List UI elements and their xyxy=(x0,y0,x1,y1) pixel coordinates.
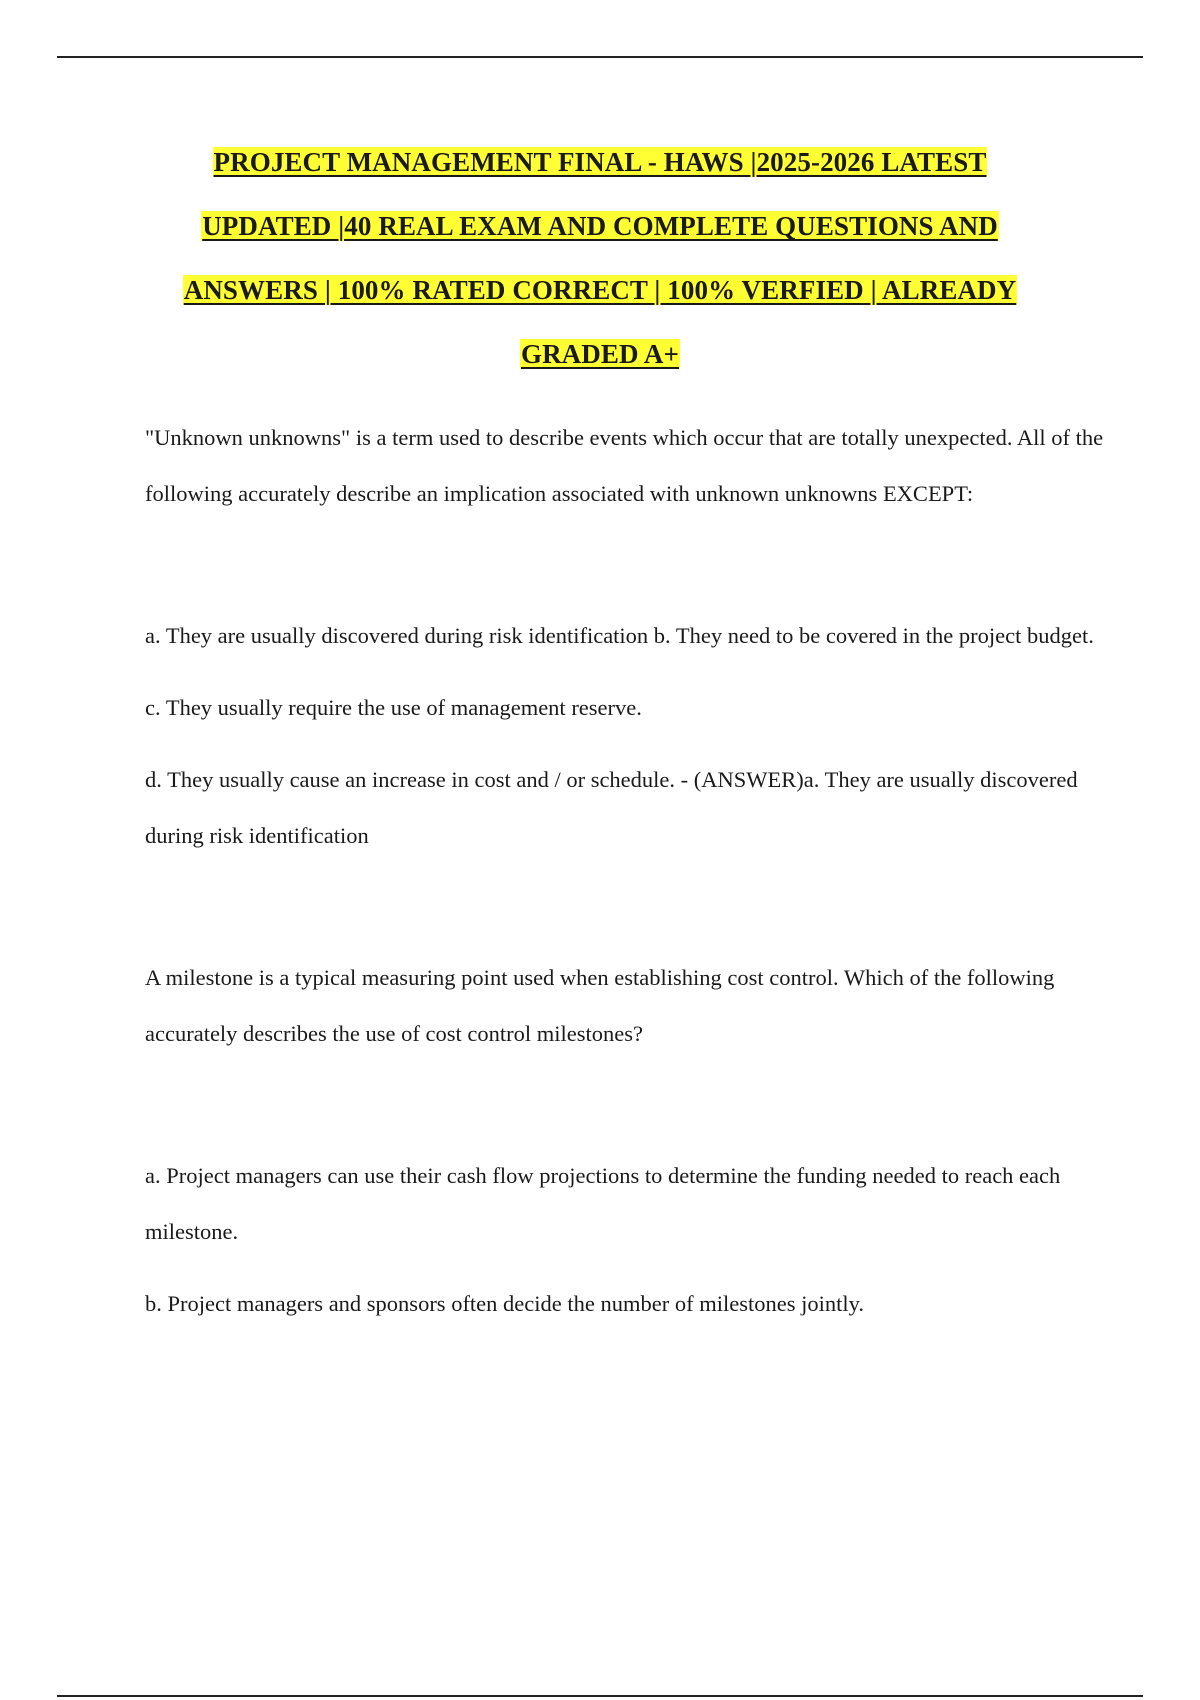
question-1-option-c: c. They usually require the use of management reserve. xyxy=(145,695,642,720)
document-body xyxy=(145,410,1105,1332)
title-text-1: PROJECT MANAGEMENT FINAL - HAWS |2025-2026 LATEST xyxy=(213,147,987,177)
title-text-2: UPDATED |40 REAL EXAM AND COMPLETE QUESTIONS AND xyxy=(202,211,998,241)
title-line-3 xyxy=(100,268,1100,332)
title-text-3: ANSWERS | 100% RATED CORRECT | 100% VERFIED | ALREADY xyxy=(183,275,1017,305)
question-1-option-d-answer: d. They usually cause an increase in cost and / or schedule. - (ANSWER)a. They are usually discovered during risk identification xyxy=(145,767,1078,848)
question-2-text: A milestone is a typical measuring point used when establishing cost control. Which of the following accurately describes the use of cost control milestones? xyxy=(145,965,1055,1046)
title-line-4 xyxy=(100,332,1100,396)
spacer xyxy=(145,522,1105,608)
question-2-option-b: b. Project managers and sponsors often decide the number of milestones jointly. xyxy=(145,1291,865,1316)
question-2-option-a: a. Project managers can use their cash flow projections to determine the funding needed to reach each milestone. xyxy=(145,1163,1061,1244)
title-text-4: GRADED A+ xyxy=(520,339,680,369)
title-line-2 xyxy=(100,204,1100,268)
spacer xyxy=(145,1260,1105,1276)
document-title xyxy=(100,140,1100,396)
footer-rule xyxy=(57,1695,1143,1697)
header-rule xyxy=(57,56,1143,58)
spacer xyxy=(145,736,1105,752)
spacer xyxy=(145,1062,1105,1148)
title-line-1 xyxy=(100,140,1100,204)
spacer xyxy=(145,664,1105,680)
question-1-option-ab: a. They are usually discovered during risk identification b. They need to be covered in the project budget. xyxy=(145,623,1094,648)
spacer xyxy=(145,864,1105,950)
question-1-text: "Unknown unknowns" is a term used to describe events which occur that are totally unexpected. All of the following accurately describe an implication associated with unknown unknowns EXCEPT: xyxy=(145,425,1104,506)
